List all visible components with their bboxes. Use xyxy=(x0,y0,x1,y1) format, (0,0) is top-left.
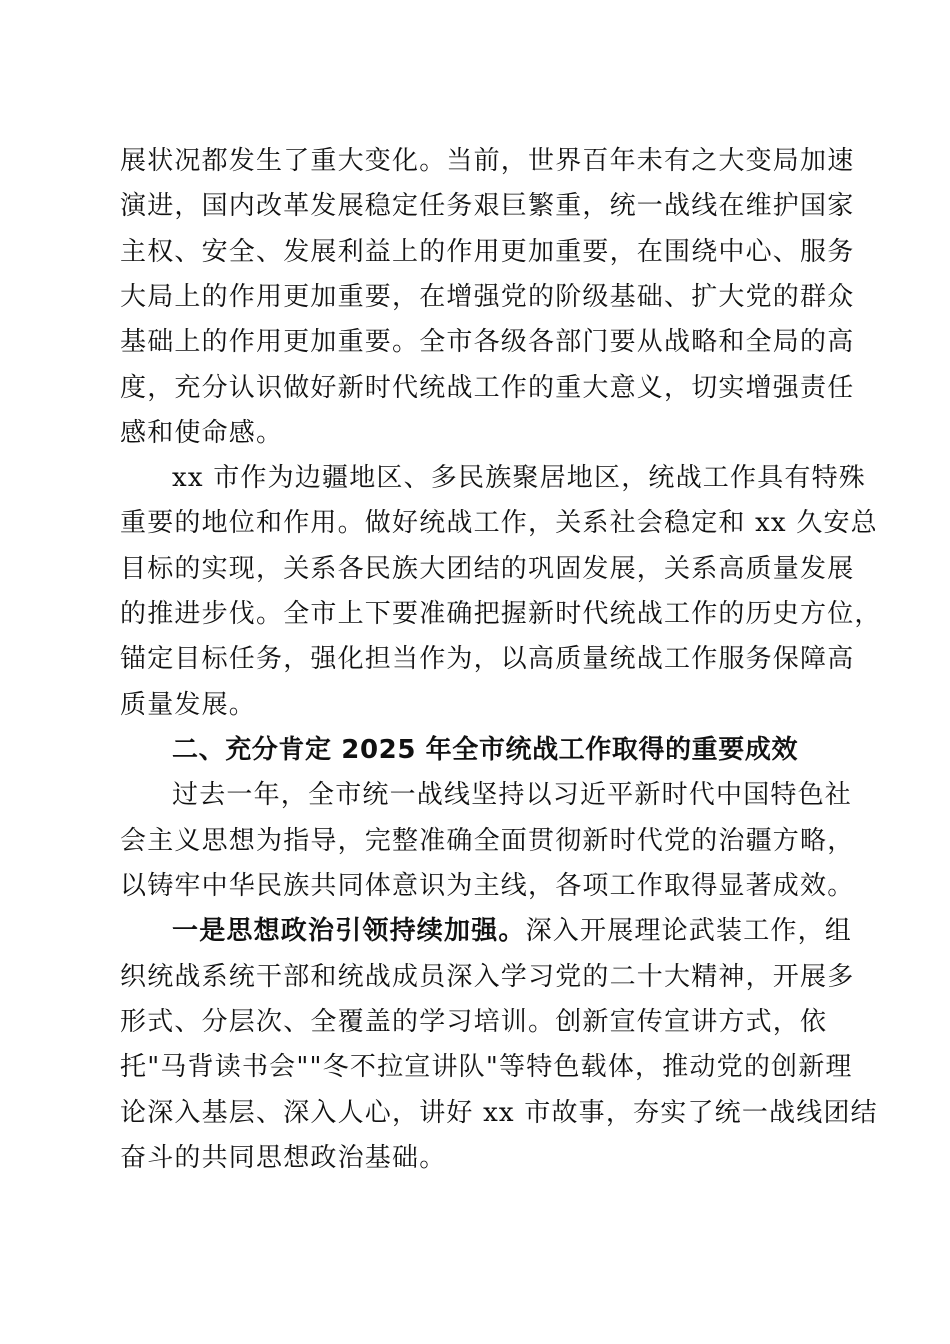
section-heading: 二、充分肯定 2025 年全市统战工作取得的重要成效 xyxy=(172,735,799,765)
body-text-line: 展状况都发生了重大变化。当前，世界百年未有之大变局加速 xyxy=(120,146,855,176)
body-text-line: 的推进步伐。全市上下要准确把握新时代统战工作的历史方位， xyxy=(120,599,882,629)
body-text-line: 主权、安全、发展利益上的作用更加重要，在围绕中心、服务 xyxy=(120,237,855,267)
paragraph-lead-rest: 深入开展理论武装工作，组 xyxy=(525,916,853,946)
body-text-line: 论深入基层、深入人心，讲好 xx 市故事，夯实了统一战线团结 xyxy=(120,1098,878,1128)
body-text-line: 织统战系统干部和统战成员深入学习党的二十大精神，开展多 xyxy=(120,962,855,992)
body-text-line: 度，充分认识做好新时代统战工作的重大意义，切实增强责任 xyxy=(120,373,855,403)
body-text-line: 过去一年，全市统一战线坚持以习近平新时代中国特色社 xyxy=(172,780,853,810)
body-text-line: 奋斗的共同思想政治基础。 xyxy=(120,1143,447,1173)
body-text-line xyxy=(172,914,852,948)
body-text-line: 感和使命感。 xyxy=(120,418,284,448)
body-text-line: 重要的地位和作用。做好统战工作，关系社会稳定和 xx 久安总 xyxy=(120,508,878,538)
body-text-line: 目标的实现，关系各民族大团结的巩固发展，关系高质量发展 xyxy=(120,554,855,584)
body-text-line: 会主义思想为指导，完整准确全面贯彻新时代党的治疆方略， xyxy=(120,826,855,856)
paragraph-lead: 一是思想政治引领持续加强。 xyxy=(172,916,526,946)
body-text-line: 演进，国内改革发展稳定任务艰巨繁重，统一战线在维护国家 xyxy=(120,191,855,221)
body-text-line: 以铸牢中华民族共同体意识为主线，各项工作取得显著成效。 xyxy=(120,871,855,901)
body-text-line: 质量发展。 xyxy=(120,690,257,720)
body-text-line: 大局上的作用更加重要，在增强党的阶级基础、扩大党的群众 xyxy=(120,282,855,312)
body-text-line: 形式、分层次、全覆盖的学习培训。创新宣传宣讲方式，依 xyxy=(120,1007,828,1037)
body-text-line: 锚定目标任务，强化担当作为，以高质量统战工作服务保障高 xyxy=(120,644,855,674)
body-text-line: 基础上的作用更加重要。全市各级各部门要从战略和全局的高 xyxy=(120,327,855,357)
body-text-line: xx 市作为边疆地区、多民族聚居地区，统战工作具有特殊 xyxy=(172,463,866,493)
body-text-line: 托"马背读书会""冬不拉宣讲队"等特色载体，推动党的创新理 xyxy=(120,1052,853,1082)
